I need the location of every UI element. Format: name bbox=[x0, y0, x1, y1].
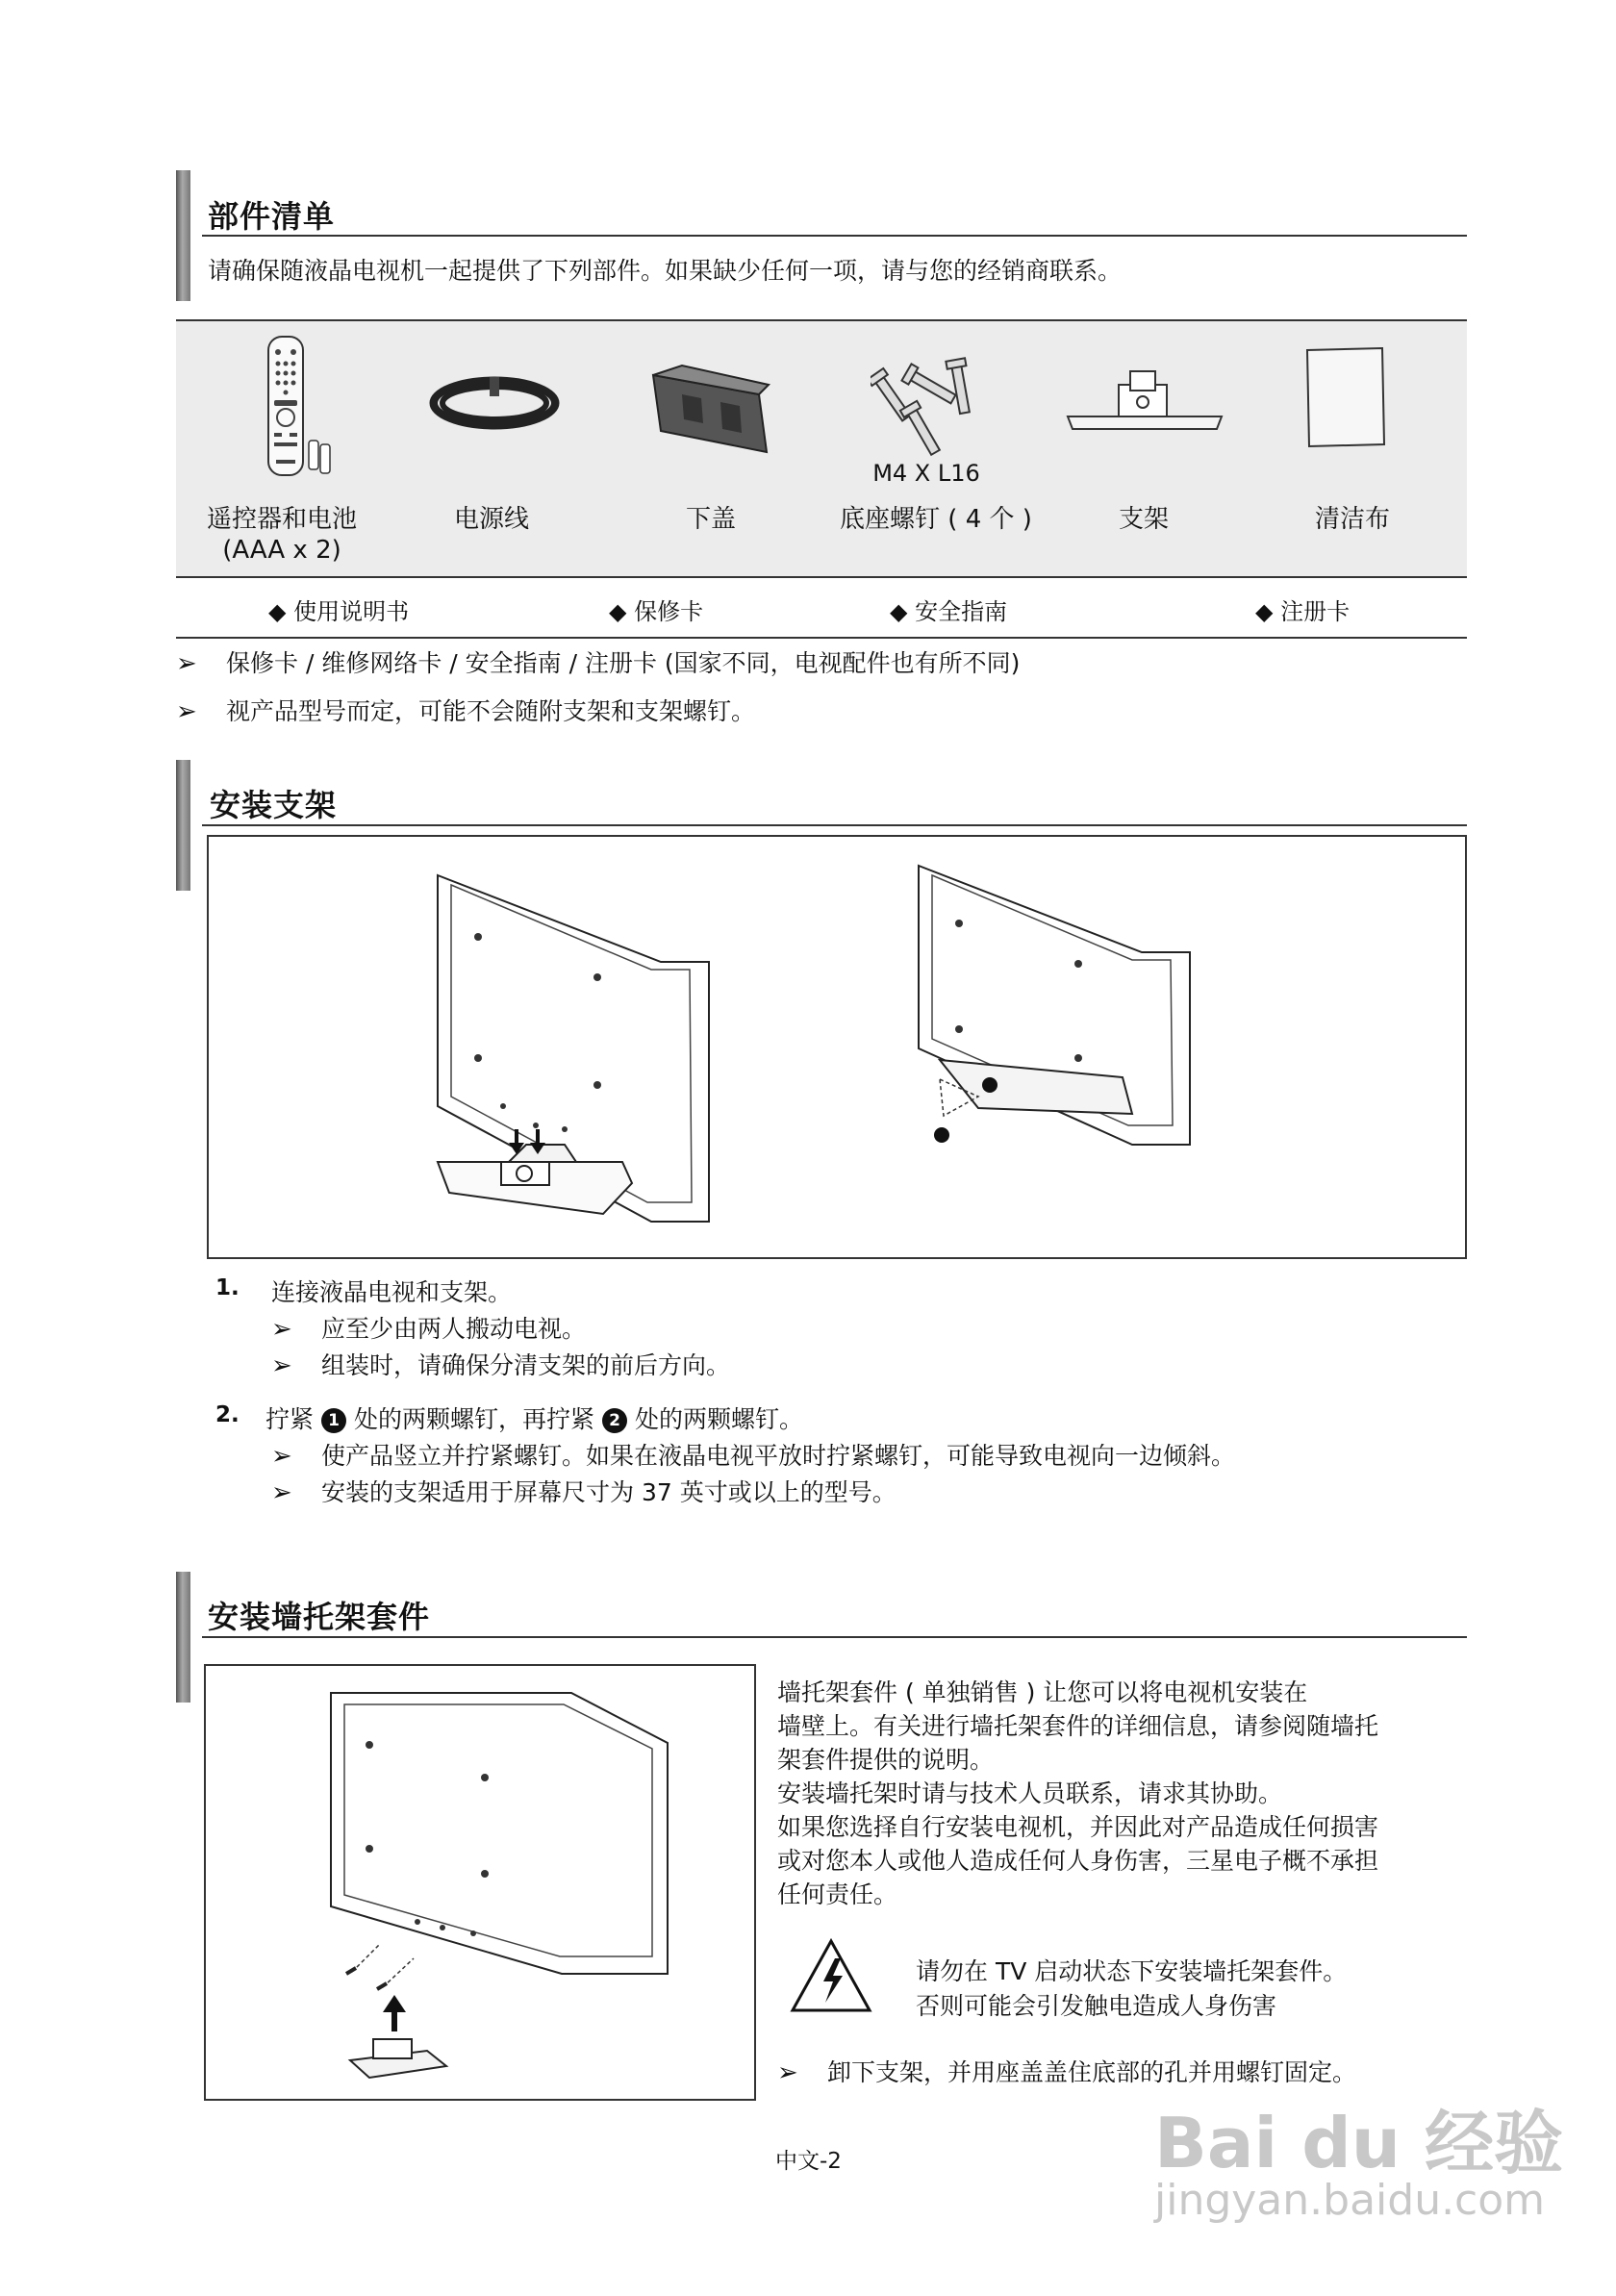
parts-note: ➢ 保修卡 / 维修网络卡 / 安全指南 / 注册卡 (国家不同，电视配件也有所不同) bbox=[176, 649, 1021, 678]
parts-panel bbox=[176, 319, 1467, 578]
title-rule bbox=[202, 235, 1467, 237]
remote-control-icon bbox=[259, 335, 336, 479]
part-label-cover-bottom: 下盖 bbox=[685, 505, 736, 534]
wall-paragraph-line: 墙壁上。有关进行墙托架套件的详细信息，请参阅随墙托 bbox=[777, 1712, 1379, 1740]
watermark-logo: Bai du 经验 bbox=[1154, 2103, 1564, 2183]
screws-icon bbox=[871, 356, 986, 471]
step-text: 拧紧 1 处的两颗螺钉，再拧紧 2 处的两颗螺钉。 bbox=[265, 1405, 804, 1433]
wall-paragraph-line: 任何责任。 bbox=[777, 1880, 898, 1908]
accessory-item: ◆ 保修卡 bbox=[609, 598, 704, 625]
section-title-stand: 安装支架 bbox=[210, 787, 338, 823]
step-number: 1. bbox=[215, 1275, 240, 1300]
part-label-remote-sub: (AAA x 2) bbox=[222, 536, 341, 565]
part-label-screws: 底座螺钉 ( 4 个 ) bbox=[840, 505, 1032, 534]
part-label-power-cord: 电源线 bbox=[453, 505, 529, 534]
step-text: 连接液晶电视和支架。 bbox=[271, 1278, 513, 1306]
electric-shock-warning-icon bbox=[789, 1937, 873, 2014]
title-rule bbox=[202, 1636, 1467, 1638]
wall-diagram-frame bbox=[204, 1664, 756, 2101]
cleaning-cloth-icon bbox=[1301, 344, 1388, 450]
title-rule bbox=[202, 824, 1467, 826]
power-cord-icon bbox=[422, 369, 567, 437]
step-note: ➢ 应至少由两人搬动电视。 bbox=[271, 1315, 587, 1344]
part-label-stand: 支架 bbox=[1118, 505, 1169, 534]
step-note: ➢ 组装时，请确保分清支架的前后方向。 bbox=[271, 1351, 731, 1380]
tv-stand-attach-illustration bbox=[420, 856, 767, 1241]
tv-wall-mount-illustration bbox=[302, 1685, 706, 2089]
accessory-item: ◆ 安全指南 bbox=[890, 598, 1008, 625]
section-title-parts: 部件清单 bbox=[208, 198, 336, 235]
part-label-remote: 遥控器和电池 bbox=[206, 505, 357, 534]
stand-diagram-frame bbox=[207, 835, 1467, 1259]
parts-note: ➢ 视产品型号而定，可能不会随附支架和支架螺钉。 bbox=[176, 697, 756, 726]
page-number: 中文-2 bbox=[775, 2149, 842, 2174]
accessory-item: ◆ 注册卡 bbox=[1255, 598, 1351, 625]
step-note: ➢ 安装的支架适用于屏幕尺寸为 37 英寸或以上的型号。 bbox=[271, 1478, 896, 1507]
accessories-row bbox=[176, 579, 1467, 639]
stand-icon bbox=[1063, 364, 1226, 450]
wall-paragraph-line: 如果您选择自行安装电视机，并因此对产品造成任何损害 bbox=[777, 1813, 1379, 1841]
wall-note: ➢ 卸下支架，并用座盖盖住底部的孔并用螺钉固定。 bbox=[777, 2058, 1357, 2087]
cover-bottom-icon bbox=[644, 356, 778, 462]
section-marker bbox=[176, 760, 190, 891]
section-marker bbox=[176, 1572, 190, 1703]
warning-line: 否则可能会引发触电造成人身伤害 bbox=[916, 1992, 1277, 2020]
step-number: 2. bbox=[215, 1402, 240, 1427]
marker-1-icon: 1 bbox=[321, 1408, 346, 1433]
watermark-url: jingyan.baidu.com bbox=[1154, 2176, 1546, 2225]
warning-line: 请勿在 TV 启动状态下安装墙托架套件。 bbox=[916, 1957, 1348, 1985]
wall-paragraph-line: 墙托架套件 ( 单独销售 ) 让您可以将电视机安装在 bbox=[777, 1678, 1308, 1706]
screw-size-caption: M4 X L16 bbox=[872, 460, 980, 487]
marker-2-icon: 2 bbox=[602, 1408, 627, 1433]
wall-paragraph-line: 或对您本人或他人造成任何人身伤害，三星电子概不承担 bbox=[777, 1847, 1379, 1875]
accessory-item: ◆ 使用说明书 bbox=[268, 598, 410, 625]
wall-paragraph-line: 安装墙托架时请与技术人员联系，请求其协助。 bbox=[777, 1779, 1283, 1807]
section-title-wall: 安装墙托架套件 bbox=[208, 1599, 431, 1635]
wall-paragraph-line: 架套件提供的说明。 bbox=[777, 1746, 995, 1774]
step-note: ➢ 使产品竖立并拧紧螺钉。如果在液晶电视平放时拧紧螺钉，可能导致电视向一边倾斜。 bbox=[271, 1442, 1236, 1471]
part-label-cloth: 清洁布 bbox=[1314, 505, 1390, 534]
section-marker bbox=[176, 170, 190, 301]
parts-intro: 请确保随液晶电视机一起提供了下列部件。如果缺少任何一项，请与您的经销商联系。 bbox=[208, 257, 1123, 285]
tv-stand-screws-illustration bbox=[901, 856, 1248, 1241]
